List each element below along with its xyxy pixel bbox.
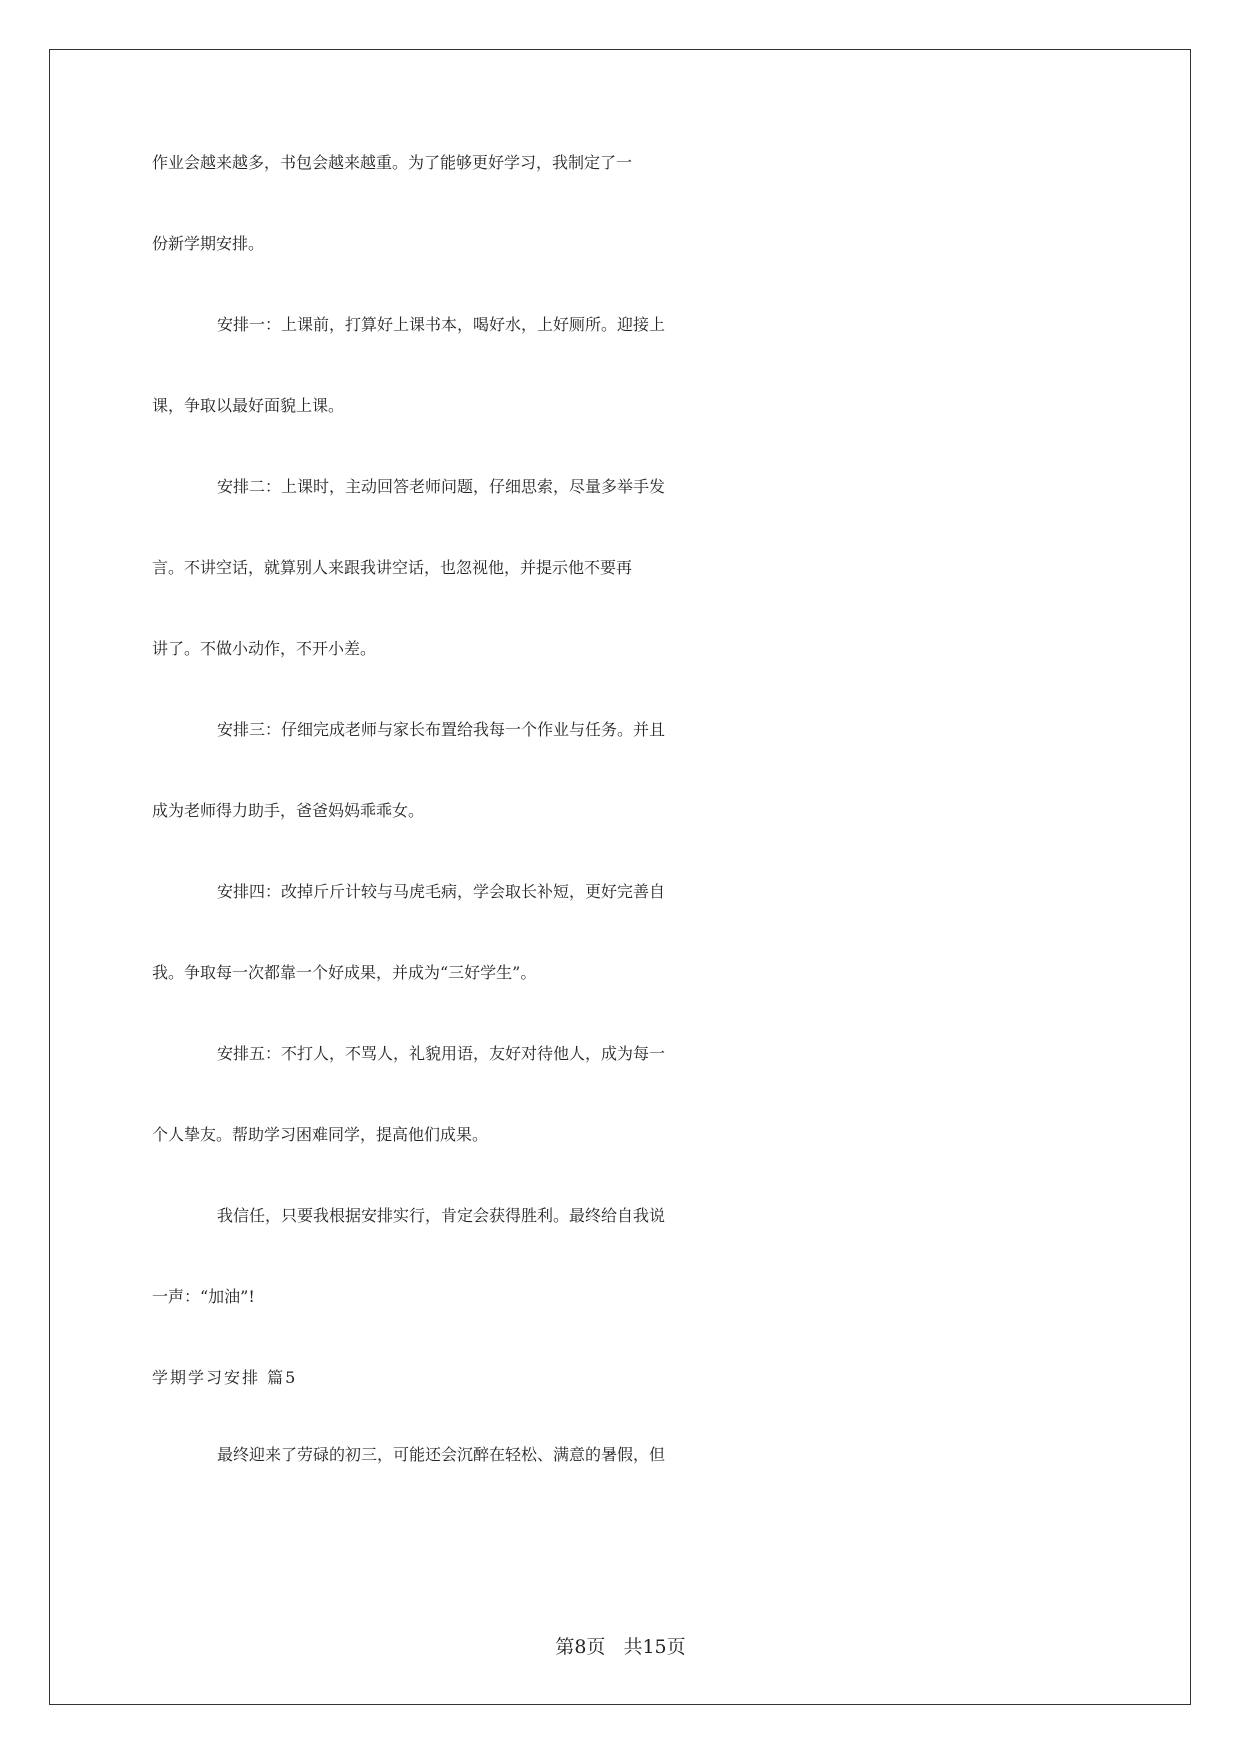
text-line-11: 我。争取每一次都靠一个好成果，并成为“三好学生”。 [152,963,537,982]
text-line-15: 一声：“加油”! [152,1287,255,1306]
document-body [152,150,1090,1523]
page-number: 第8页 [555,1636,606,1658]
section-heading: 学期学习安排 篇5 [152,1368,298,1387]
text-line-2: 份新学期安排。 [152,234,265,253]
text-line-6: 言。不讲空话，就算别人来跟我讲空话，也忽视他，并提示他不要再 [152,558,633,577]
text-line-10: 安排四：改掉斤斤计较与马虎毛病，学会取长补短，更好完善自 [217,882,666,901]
text-line-8: 安排三：仔细完成老师与家长布置给我每一个作业与任务。并且 [217,720,666,739]
text-line-17: 最终迎来了劳碌的初三，可能还会沉醉在轻松、满意的暑假，但 [217,1445,666,1464]
text-line-4: 课，争取以最好面貌上课。 [152,396,345,415]
text-line-9: 成为老师得力助手，爸爸妈妈乖乖女。 [152,801,425,820]
text-line-12: 安排五：不打人，不骂人，礼貌用语，友好对待他人，成为每一 [217,1044,666,1063]
text-line-14: 我信任，只要我根据安排实行，肯定会获得胜利。最终给自我说 [217,1206,666,1225]
text-line-3: 安排一：上课前，打算好上课书本，喝好水，上好厕所。迎接上 [217,315,666,334]
page-footer [0,1632,1241,1659]
text-line-13: 个人挚友。帮助学习困难同学，提高他们成果。 [152,1125,489,1144]
text-line-7: 讲了。不做小动作，不开小差。 [152,639,377,658]
text-line-5: 安排二：上课时，主动回答老师问题，仔细思索，尽量多举手发 [217,477,666,496]
text-line-1: 作业会越来越多，书包会越来越重。为了能够更好学习，我制定了一 [152,153,633,172]
page-total: 共15页 [623,1636,686,1658]
